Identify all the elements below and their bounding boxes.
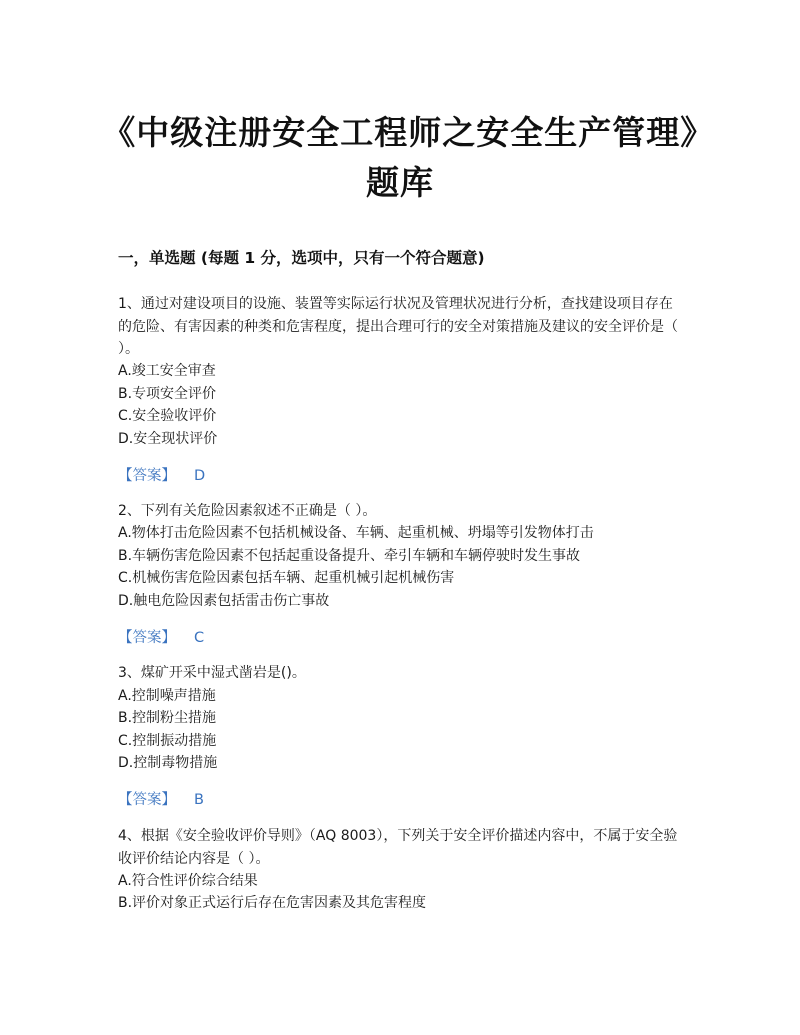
question-3-option-c: C.控制振动措施	[118, 733, 217, 749]
document-title: 《中级注册安全工程师之安全生产管理》题库	[102, 113, 698, 202]
question-3-option-a: A.控制噪声措施	[118, 688, 216, 704]
question-2-option-c: C.机械伤害危险因素包括车辆、起重机械引起机械伤害	[118, 570, 455, 586]
question-3-option-b: B.控制粉尘措施	[118, 710, 217, 726]
question-1-answer	[118, 465, 205, 487]
answer-label: 【答案】	[118, 792, 176, 808]
question-2-option-d: D.触电危险因素包括雷击伤亡事故	[118, 593, 330, 609]
question-2-option-b: B.车辆伤害危险因素不包括起重设备提升、牵引车辆和车辆停驶时发生事故	[118, 548, 581, 564]
question-3-answer	[118, 789, 204, 811]
question-3-stem: 3、煤矿开采中湿式凿岩是()。	[118, 665, 306, 681]
question-2-option-a: A.物体打击危险因素不包括机械设备、车辆、起重机械、坍塌等引发物体打击	[118, 525, 594, 541]
question-2-stem: 2、下列有关危险因素叙述不正确是（ ）。	[118, 503, 377, 519]
section-heading: 一，单选题 (每题 1 分，选项中，只有一个符合题意)	[118, 249, 485, 267]
question-4-option-b: B.评价对象正式运行后存在危害因素及其危害程度	[118, 895, 427, 911]
question-2-answer	[118, 627, 204, 649]
question-1-option-b: B.专项安全评价	[118, 386, 217, 402]
question-1-option-a: A.竣工安全审查	[118, 363, 216, 379]
question-4-stem: 4、根据《安全验收评价导则》（AQ 8003），下列关于安全评价描述内容中，不属于安全验收评价结论内容是（ ）。	[118, 828, 678, 867]
answer-value: B	[194, 792, 204, 808]
question-1-option-c: C.安全验收评价	[118, 408, 217, 424]
answer-label: 【答案】	[118, 468, 176, 484]
answer-value: D	[194, 468, 206, 484]
answer-label: 【答案】	[118, 630, 176, 646]
question-1-option-d: D.安全现状评价	[118, 431, 218, 447]
question-3-option-d: D.控制毒物措施	[118, 755, 218, 771]
question-1-stem: 1、通过对建设项目的设施、装置等实际运行状况及管理状况进行分析，查找建设项目存在的危险、有害因素的种类和危害程度，提出合理可行的安全对策措施及建议的安全评价是（ ）。	[118, 296, 678, 357]
question-4-option-a: A.符合性评价综合结果	[118, 873, 258, 889]
answer-value: C	[194, 630, 205, 646]
